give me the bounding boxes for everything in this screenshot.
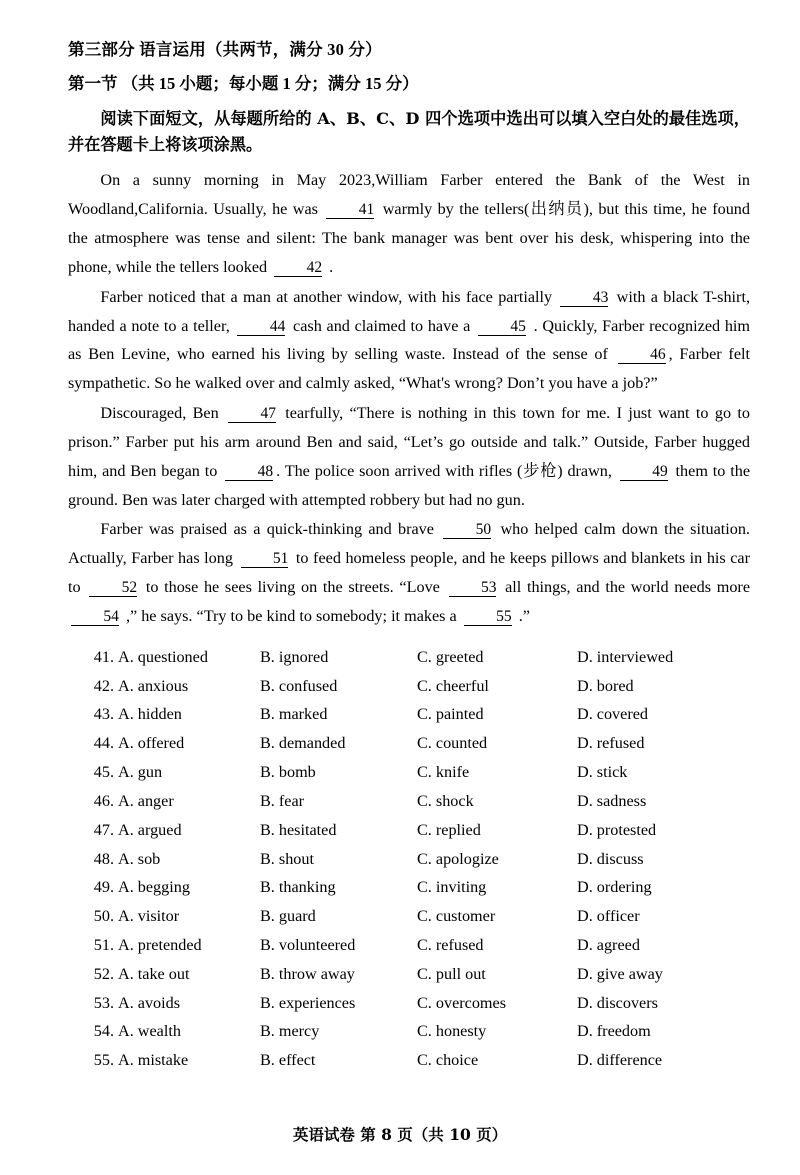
option-A[interactable]: A. offered — [118, 734, 185, 753]
option-B[interactable]: B. thanking — [260, 878, 336, 897]
question-number: 47. — [93, 820, 114, 839]
question-number: 51. — [93, 936, 114, 954]
option-B[interactable]: B. bomb — [260, 763, 316, 782]
question-number: 46. — [93, 791, 114, 810]
option-D[interactable]: D. officer — [577, 907, 640, 926]
question-number: 53. — [93, 993, 114, 1012]
passage-paragraph-4: Farber was praised as a quick-thinking and brave 50 who helped calm down the situation. Actually, Farber has long 51 to feed homeless people, and he keeps pillows and blankets in his car to 52 to those he sees living on the streets. “Love 53 all things, and the world needs more 54 ,” he says. “Try to be kind to somebody; it makes a 55 .” — [68, 520, 751, 625]
question-number: 49. — [93, 878, 114, 897]
passage-paragraph-1: On a sunny morning in May 2023,William Farber entered the Bank of the West in Woodland,California. Usually, he was 41 warmly by the tellers(出纳员), but this time, he found the atmosphere was tense and silent: The bank manager was bent over his desk, whispering into the phone, while the tellers looked 42 . — [68, 171, 750, 276]
question-number: 42. — [93, 676, 114, 695]
answer-blank-50[interactable]: 50 — [443, 521, 491, 539]
option-C[interactable]: C. inviting — [417, 878, 487, 897]
answer-blank-47[interactable]: 47 — [228, 405, 276, 423]
option-B[interactable]: B. demanded — [260, 734, 346, 753]
option-C[interactable]: C. cheerful — [417, 676, 489, 695]
option-A[interactable]: A. hidden — [118, 705, 182, 724]
option-D[interactable]: D. sadness — [577, 791, 647, 810]
option-C[interactable]: C. knife — [417, 763, 470, 782]
option-C[interactable]: C. refused — [417, 936, 484, 954]
option-B[interactable]: B. ignored — [260, 647, 329, 666]
instruction-text: 阅读下面短文，从每题所给的 A、B、C、D 四个选项中选出可以填入空白处的最佳选项，并在答题卡上将该项涂黑。 — [68, 109, 750, 155]
answer-blank-54[interactable]: 54 — [71, 608, 119, 626]
option-C[interactable]: C. overcomes — [417, 993, 507, 1012]
question-number: 41. — [93, 647, 114, 666]
option-C[interactable]: C. replied — [417, 820, 481, 839]
option-D[interactable]: D. interviewed — [577, 647, 674, 666]
option-A[interactable]: A. mistake — [118, 1051, 189, 1070]
question-row — [68, 873, 750, 902]
option-C[interactable]: C. choice — [417, 1051, 479, 1070]
answer-blank-51[interactable]: 51 — [241, 550, 289, 568]
question-row — [68, 960, 750, 989]
section-heading: 第一节 （共 15 小题；每小题 1 分；满分 15 分） — [68, 74, 419, 93]
option-A[interactable]: A. gun — [118, 763, 163, 782]
option-D[interactable]: D. difference — [577, 1051, 663, 1070]
option-A[interactable]: A. avoids — [118, 993, 181, 1012]
answer-blank-53[interactable]: 53 — [449, 579, 497, 597]
option-D[interactable]: D. agreed — [577, 936, 640, 954]
option-B[interactable]: B. experiences — [260, 993, 356, 1012]
option-D[interactable]: D. freedom — [577, 1022, 651, 1041]
option-C[interactable]: C. shock — [417, 791, 474, 810]
answer-blank-44[interactable]: 44 — [237, 318, 285, 336]
option-B[interactable]: B. fear — [260, 791, 305, 810]
option-C[interactable]: C. apologize — [417, 849, 499, 868]
question-number: 54. — [93, 1022, 114, 1041]
answer-blank-43[interactable]: 43 — [560, 289, 608, 307]
option-D[interactable]: D. give away — [577, 964, 663, 983]
page-footer: 英语试卷 第 8 页（共 10 页） — [292, 1125, 508, 1144]
option-B[interactable]: B. mercy — [260, 1022, 320, 1041]
option-D[interactable]: D. bored — [577, 676, 634, 695]
question-row — [68, 700, 750, 729]
option-C[interactable]: C. honesty — [417, 1022, 487, 1041]
option-D[interactable]: D. covered — [577, 705, 649, 724]
question-row — [68, 758, 750, 787]
option-B[interactable]: B. hesitated — [260, 820, 337, 839]
passage — [68, 166, 750, 630]
option-A[interactable]: A. sob — [118, 849, 161, 868]
question-number: 50. — [93, 907, 114, 926]
answer-blank-46[interactable]: 46 — [618, 346, 666, 364]
option-A[interactable]: A. questioned — [118, 647, 208, 666]
answer-blank-55[interactable]: 55 — [464, 608, 512, 626]
answer-blank-42[interactable]: 42 — [274, 259, 322, 277]
option-B[interactable]: B. marked — [260, 705, 328, 724]
question-number: 44. — [93, 734, 114, 753]
passage-paragraph-3: Discouraged, Ben 47 tearfully, “There is nothing in this town for me. I just want to go to prison.” Farber put his arm around Ben and said, “Let’s go outside and talk.” Outside, Farber hugged him, and Ben began to 48 . The police soon arrived with rifles (步枪) drawn, 49 them to the ground. Ben was later charged with attempted robbery but had no gun. — [68, 404, 751, 509]
option-A[interactable]: A. argued — [118, 820, 182, 839]
question-row — [68, 989, 750, 1018]
option-A[interactable]: A. anger — [118, 791, 174, 810]
option-C[interactable]: C. customer — [417, 907, 496, 926]
part-heading: 第三部分 语言运用（共两节，满分 30 分） — [68, 40, 382, 59]
answer-blank-52[interactable]: 52 — [89, 579, 137, 597]
option-C[interactable]: C. greeted — [417, 647, 484, 666]
question-number: 52. — [93, 964, 114, 983]
question-list — [68, 643, 750, 1075]
option-A[interactable]: A. take out — [118, 964, 190, 983]
question-number: 43. — [93, 705, 114, 724]
option-B[interactable]: B. volunteered — [260, 936, 356, 954]
option-B[interactable]: B. effect — [260, 1051, 316, 1070]
option-B[interactable]: B. confused — [260, 676, 338, 695]
option-C[interactable]: C. painted — [417, 705, 484, 724]
option-D[interactable]: D. refused — [577, 734, 645, 753]
question-row — [68, 787, 750, 816]
option-D[interactable]: D. stick — [577, 763, 628, 782]
question-row — [68, 1017, 750, 1046]
option-B[interactable]: B. throw away — [260, 964, 355, 983]
option-C[interactable]: C. pull out — [417, 964, 486, 983]
question-row — [68, 902, 750, 931]
question-row — [68, 931, 750, 960]
option-D[interactable]: D. discuss — [577, 849, 644, 868]
question-row — [68, 672, 750, 701]
passage-paragraph-2: Farber noticed that a man at another window, with his face partially 43 with a black T-shirt, handed a note to a teller, 44 cash and claimed to have a 45 . Quickly, Farber recognized him as Ben Levine, who earned his living by selling waste. Instead of the sense of 46 , Farber felt sympathetic. So he walked over and calmly asked, “What's wrong? Don’t you have a job?” — [68, 287, 750, 393]
option-D[interactable]: D. ordering — [577, 878, 652, 897]
question-number: 45. — [93, 763, 114, 782]
option-A[interactable]: A. pretended — [118, 936, 202, 954]
question-number: 55. — [93, 1051, 114, 1070]
option-A[interactable]: A. anxious — [118, 676, 189, 695]
question-row — [68, 816, 750, 845]
option-C[interactable]: C. counted — [417, 734, 488, 753]
option-B[interactable]: B. shout — [260, 849, 314, 868]
question-row — [68, 729, 750, 758]
question-number: 48. — [93, 849, 114, 868]
answer-blank-45[interactable]: 45 — [478, 318, 526, 336]
question-row — [68, 1046, 750, 1075]
option-A[interactable]: A. wealth — [118, 1022, 181, 1041]
answer-blank-41[interactable]: 41 — [326, 201, 374, 219]
option-B[interactable]: B. guard — [260, 907, 316, 926]
option-D[interactable]: D. discovers — [577, 993, 658, 1012]
answer-blank-48[interactable]: 48 — [225, 463, 273, 481]
option-A[interactable]: A. begging — [118, 878, 190, 897]
question-row — [68, 845, 750, 874]
question-row — [68, 643, 750, 672]
option-D[interactable]: D. protested — [577, 820, 657, 839]
option-A[interactable]: A. visitor — [118, 907, 180, 926]
answer-blank-49[interactable]: 49 — [620, 463, 668, 481]
